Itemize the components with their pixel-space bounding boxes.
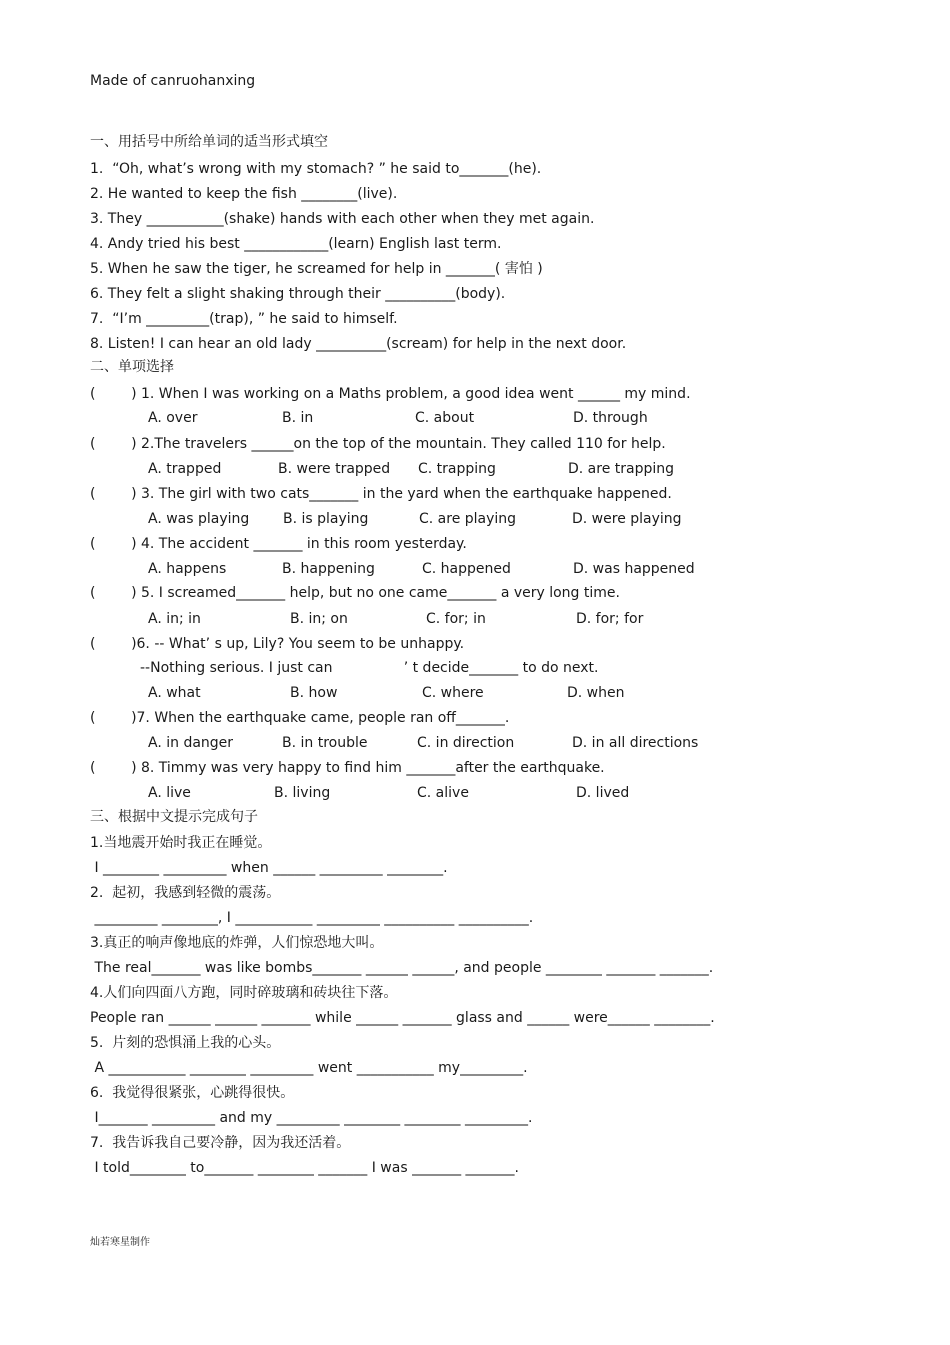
mc-1-option-d: D. through (573, 410, 648, 426)
mc-8-option-d: D. lived (576, 785, 630, 801)
mc-3-option-c: C. are playing (419, 511, 517, 527)
mc-question-7: ( )7. When the earthquake came, people ran off_______. (90, 710, 510, 726)
mc-2-option-d: D. are trapping (568, 461, 675, 477)
mc-2-option-c: C. trapping (418, 461, 496, 477)
mc-1-option-c: C. about (415, 410, 475, 426)
translate-item-4-en: People ran ______ ______ _______ while ______ _______ glass and ______ were______ ________. (90, 1010, 715, 1026)
mc-4-option-b: B. happening (282, 561, 375, 577)
translate-item-4-cn: 4.人们向四面八方跑，同时碎玻璃和砖块往下落。 (90, 985, 398, 1001)
mc-6-option-d: D. when (567, 685, 625, 701)
translate-item-5-cn: 5. 片刻的恐惧涌上我的心头。 (90, 1035, 281, 1051)
mc-question-5: ( ) 5. I screamed_______ help, but no one came_______ a very long time. (90, 585, 620, 601)
section-3-title: 三、根据中文提示完成句子 (90, 809, 258, 825)
mc-question-8: ( ) 8. Timmy was very happy to find him _______after the earthquake. (90, 760, 605, 776)
fill-item-6: 6. They felt a slight shaking through their __________(body). (90, 286, 506, 302)
mc-4-option-a: A. happens (148, 561, 227, 577)
translate-item-6-cn: 6. 我觉得很紧张，心跳得很快。 (90, 1085, 295, 1101)
mc-question-1: ( ) 1. When I was working on a Maths problem, a good idea went ______ my mind. (90, 386, 691, 402)
mc-1-option-a: A. over (148, 410, 198, 426)
mc-question-3: ( ) 3. The girl with two cats_______ in the yard when the earthquake happened. (90, 486, 672, 502)
mc-7-option-a: A. in danger (148, 735, 234, 751)
mc-7-option-d: D. in all directions (572, 735, 699, 751)
mc-6-option-c: C. where (422, 685, 484, 701)
mc-2-option-a: A. trapped (148, 461, 222, 477)
translate-item-7-en: I told________ to_______ ________ _______ I was _______ _______. (90, 1160, 519, 1176)
header-note: Made of canruohanxing (90, 73, 256, 89)
mc-6-option-b: B. how (290, 685, 338, 701)
translate-item-7-cn: 7. 我告诉我自己要冷静，因为我还活着。 (90, 1135, 351, 1151)
mc-1-option-b: B. in (282, 410, 314, 426)
fill-item-1: 1. “Oh, what’s wrong with my stomach? ” he said to_______(he). (90, 161, 542, 177)
translate-item-3-cn: 3.真正的响声像地底的炸弹，人们惊恐地大叫。 (90, 935, 384, 951)
mc-question-6: ( )6. -- What’ s up, Lily? You seem to be unhappy. (90, 636, 465, 652)
translate-item-2-cn: 2. 起初，我感到轻微的震荡。 (90, 885, 281, 901)
mc-7-option-b: B. in trouble (282, 735, 368, 751)
mc-5-option-a: A. in; in (148, 611, 201, 627)
translate-item-1-en: I ________ _________ when ______ _________ ________. (90, 860, 448, 876)
mc-question-4: ( ) 4. The accident _______ in this room yesterday. (90, 536, 467, 552)
translate-item-2-en: _________ ________, I ___________ _________ __________ __________. (90, 910, 534, 926)
section-2-title: 二、单项选择 (90, 359, 174, 375)
footer-note: 灿若寒星制作 (90, 1237, 150, 1248)
mc-3-option-b: B. is playing (283, 511, 369, 527)
translate-item-3-en: The real_______ was like bombs_______ ______ ______, and people ________ _______ _______. (90, 960, 714, 976)
mc-question-2: ( ) 2.The travelers ______on the top of the mountain. They called 110 for help. (90, 436, 666, 452)
mc-5-option-c: C. for; in (426, 611, 486, 627)
mc-4-option-d: D. was happened (573, 561, 695, 577)
mc-4-option-c: C. happened (422, 561, 511, 577)
mc-3-option-a: A. was playing (148, 511, 250, 527)
mc-8-option-a: A. live (148, 785, 191, 801)
mc-8-option-b: B. living (274, 785, 331, 801)
translate-item-5-en: A ___________ ________ _________ went ___________ my_________. (90, 1060, 528, 1076)
mc-question-6-reply: --Nothing serious. I just can ’ t decide_______ to do next. (140, 660, 599, 676)
section-1-title: 一、用括号中所给单词的适当形式填空 (90, 134, 328, 150)
translate-item-6-en: I_______ _________ and my _________ ________ ________ _________. (90, 1110, 533, 1126)
mc-5-option-b: B. in; on (290, 611, 348, 627)
translate-item-1-cn: 1.当地震开始时我正在睡觉。 (90, 835, 272, 851)
mc-3-option-d: D. were playing (572, 511, 682, 527)
fill-item-3: 3. They ___________(shake) hands with each other when they met again. (90, 211, 595, 227)
mc-8-option-c: C. alive (417, 785, 469, 801)
fill-item-8: 8. Listen! I can hear an old lady __________(scream) for help in the next door. (90, 336, 627, 352)
mc-2-option-b: B. were trapped (278, 461, 391, 477)
mc-7-option-c: C. in direction (417, 735, 515, 751)
fill-item-2: 2. He wanted to keep the fish ________(live). (90, 186, 398, 202)
fill-item-7: 7. “I’m _________(trap), ” he said to himself. (90, 311, 398, 327)
fill-item-4: 4. Andy tried his best ____________(learn) English last term. (90, 236, 502, 252)
mc-6-option-a: A. what (148, 685, 201, 701)
mc-5-option-d: D. for; for (576, 611, 644, 627)
fill-item-5: 5. When he saw the tiger, he screamed for help in _______( 害怕 ) (90, 261, 543, 277)
